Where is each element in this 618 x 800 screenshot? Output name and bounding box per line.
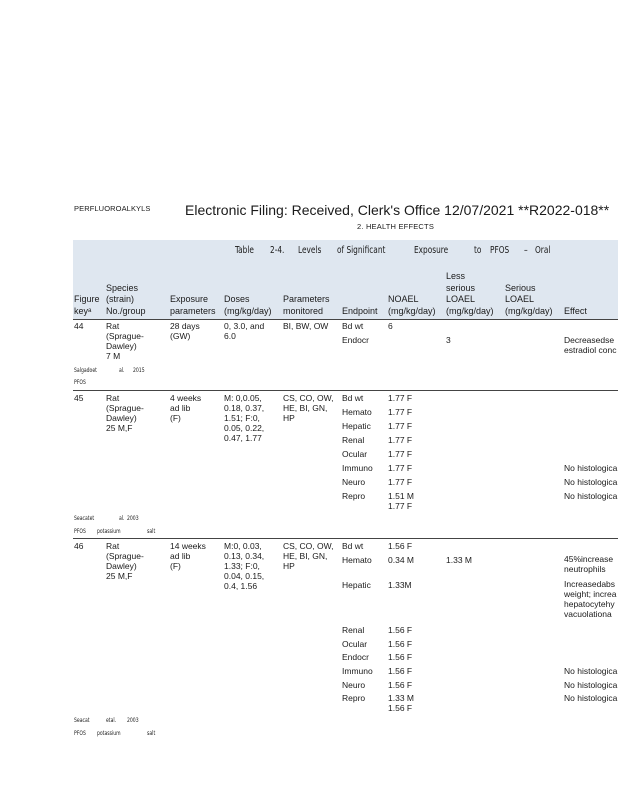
endpoint-cell: Bd wt (342, 393, 364, 403)
endpoint-cell: Neuro (342, 680, 366, 690)
effect-cell: No histologica (564, 477, 618, 487)
noael-cell: 6 (388, 321, 393, 331)
endpoint-cell: Bd wt (342, 321, 364, 331)
noael-cell: 1.77 F (388, 421, 413, 431)
reference-substance: PFOS (74, 527, 86, 535)
endpoint-cell: Repro (342, 693, 366, 703)
figure-key: 44 (74, 321, 84, 331)
column-header-row (73, 267, 618, 320)
reference-etal: al. (119, 366, 125, 374)
table-title-number: 2-4. (270, 245, 285, 256)
chapter-heading: 2. HEALTH EFFECTS (357, 222, 435, 231)
noael-cell: 1.56 F (388, 652, 413, 662)
col-exposure: Exposure parameters (170, 294, 216, 316)
endpoint-cell: Hepatic (342, 580, 371, 590)
table-title-bar (73, 240, 618, 267)
exposure-cell: 28 days (GW) (170, 321, 200, 341)
effect-cell: Decreasedse estradiol conc (564, 335, 617, 355)
endpoint-cell: Immuno (342, 666, 373, 676)
less-serious-cell: 3 (446, 335, 451, 345)
row-divider (73, 538, 618, 539)
noael-cell: 1.33 M 1.56 F (388, 693, 414, 713)
doses-cell: M:0, 0.03, 0.13, 0.34, 1.33; F:0, 0.04, 0.15, 0.4, 1.56 (224, 541, 265, 591)
reference-author: Salgadoet (74, 366, 97, 374)
effect-cell: No histologica (564, 693, 618, 703)
effect-cell: 45%increase neutrophils (564, 554, 614, 574)
noael-cell: 1.33M (388, 580, 412, 590)
endpoint-cell: Hemato (342, 407, 372, 417)
noael-cell: 0.34 M (388, 555, 414, 565)
species-cell: Rat (Sprague- Dawley) 25 M,F (106, 541, 144, 581)
endpoint-cell: Ocular (342, 639, 368, 649)
noael-cell: 1.77 F (388, 407, 413, 417)
reference-salt-form: potassium (97, 729, 121, 737)
less-serious-cell: 1.33 M (446, 555, 472, 565)
col-less-serious-loael: Less serious LOAEL (mg/kg/day) (446, 271, 494, 316)
endpoint-cell: Endocr (342, 652, 369, 662)
endpoint-cell: Renal (342, 625, 365, 635)
reference-year: 2003 (127, 716, 139, 724)
col-noael: NOAEL (mg/kg/day) (388, 294, 436, 316)
reference-etal: etal. (106, 716, 117, 724)
endpoint-cell: Bd wt (342, 541, 364, 551)
endpoint-cell: Neuro (342, 477, 366, 487)
filing-banner: Electronic Filing: Received, Clerk's Office 12/07/2021 **R2022-018** (185, 202, 610, 218)
noael-cell: 1.51 M 1.77 F (388, 491, 414, 511)
col-serious-loael: Serious LOAEL (mg/kg/day) (505, 282, 553, 316)
col-parameters: Parameters monitored (283, 294, 330, 316)
exposure-cell: 4 weeks ad lib (F) (170, 393, 202, 423)
reference-author: Seacatet (74, 514, 95, 522)
noael-cell: 1.77 F (388, 393, 413, 403)
parameters-cell: BI, BW, OW (283, 321, 329, 331)
table-title-word: Oral (535, 245, 551, 256)
species-cell: Rat (Sprague- Dawley) 7 M (106, 321, 144, 361)
endpoint-cell: Hepatic (342, 421, 371, 431)
table-title-word: to (474, 245, 482, 256)
table-title-word: Levels (298, 245, 322, 256)
noael-cell: 1.56 F (388, 666, 413, 676)
col-endpoint: Endpoint (342, 305, 378, 316)
reference-salt: salt (147, 527, 156, 535)
endpoint-cell: Repro (342, 491, 366, 501)
reference-substance: PFOS (74, 729, 86, 737)
endpoint-cell: Immuno (342, 463, 373, 473)
noael-cell: 1.77 F (388, 449, 413, 459)
doses-cell: 0, 3.0, and 6.0 (224, 321, 265, 341)
noael-cell: 1.56 F (388, 639, 413, 649)
reference-substance: PFOS (74, 378, 86, 386)
effect-cell: No histologica (564, 680, 618, 690)
endpoint-cell: Hemato (342, 555, 372, 565)
effect-cell: No histologica (564, 491, 618, 501)
figure-key: 46 (74, 541, 84, 551)
doses-cell: M: 0,0.05, 0.18, 0.37, 1.51; F:0, 0.05, 0.22, 0.47, 1.77 (224, 393, 265, 443)
reference-year: 2015 (133, 366, 145, 374)
noael-cell: 1.56 F (388, 680, 413, 690)
table-title-word: PFOS (490, 245, 510, 256)
species-cell: Rat (Sprague- Dawley) 25 M,F (106, 393, 144, 433)
noael-cell: 1.77 F (388, 477, 413, 487)
noael-cell: 1.56 F (388, 625, 413, 635)
endpoint-cell: Ocular (342, 449, 368, 459)
row-divider (73, 390, 618, 391)
col-effect: Effect (564, 305, 587, 316)
col-doses: Doses (mg/kg/day) (224, 294, 272, 316)
effect-cell: No histologica (564, 666, 618, 676)
reference-salt-form: potassium (97, 527, 121, 535)
parameters-cell: CS, CO, OW, HE, BI, GN, HP (283, 541, 334, 571)
table-title-word: of Significant (337, 245, 386, 256)
endpoint-cell: Endocr (342, 335, 369, 345)
noael-cell: 1.77 F (388, 435, 413, 445)
reference-year: 2003 (127, 514, 139, 522)
reference-author: Seacat (74, 716, 90, 724)
table-title-word: Exposure (414, 245, 449, 256)
document-header-left: PERFLUOROALKYLS (74, 204, 151, 213)
exposure-cell: 14 weeks ad lib (F) (170, 541, 206, 571)
col-species: Species (strain) No./group (106, 282, 146, 316)
parameters-cell: CS, CO, OW, HE, BI, GN, HP (283, 393, 334, 423)
table-title-word: – (524, 245, 528, 256)
reference-etal: al. (119, 514, 125, 522)
col-figure-key: Figure keyᵃ (74, 294, 100, 316)
noael-cell: 1.77 F (388, 463, 413, 473)
endpoint-cell: Renal (342, 435, 365, 445)
effect-cell: Increasedabs weight; increa hepatocytehy vacuolationa (564, 579, 617, 619)
effect-cell: No histologica (564, 463, 618, 473)
reference-salt: salt (147, 729, 156, 737)
figure-key: 45 (74, 393, 84, 403)
row-divider (73, 319, 618, 320)
noael-cell: 1.56 F (388, 541, 413, 551)
table-title-word: Table (235, 245, 254, 256)
